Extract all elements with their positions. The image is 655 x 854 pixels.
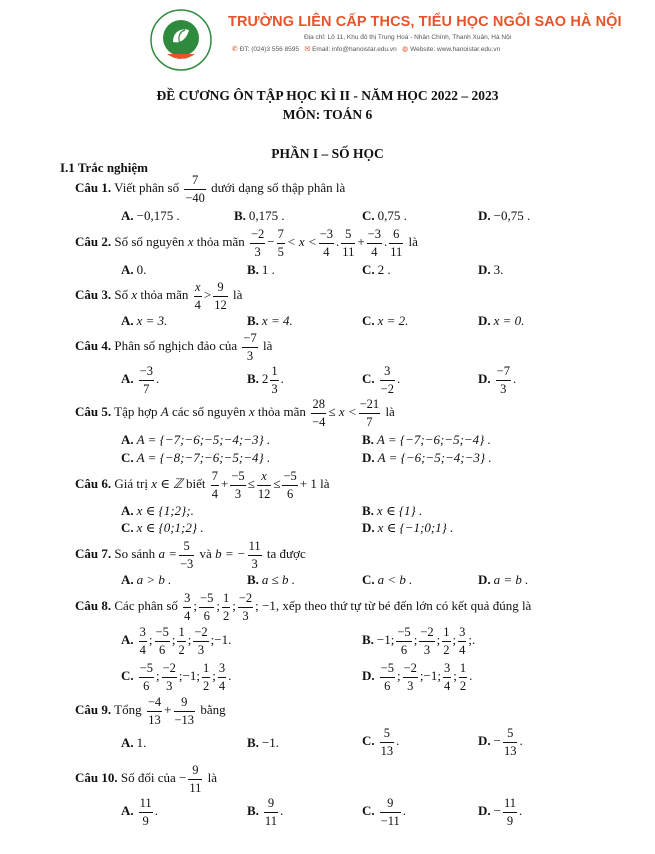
q2-option-b: B. 1 . — [247, 262, 275, 277]
q7-option-b: B. a ≤ b . — [247, 572, 296, 587]
q8-option-b: B. −1; $\frac{-5}{6}$ ; $\frac{-2}{3}$ ; $\frac{1}{2}$ ; $\frac{3}{4}$ ;. — [362, 625, 476, 657]
question-3: Câu 3. Số x thỏa mãn $\frac{x}{4}$ > $\frac{9}{12}$ là — [75, 280, 243, 312]
question-8: Câu 8. Các phân số $\frac{3}{4}$ ; $\frac{-5}{6}$ ; $\frac{1}{2}$ ; $\frac{-2}{3}$ ; −1, xếp theo thứ tự từ bé đến lớn có kết quả đúng là — [75, 591, 532, 623]
school-phone: ĐT: (024)3 556 8595 — [239, 46, 299, 53]
q3-option-d: D. x = 0. — [478, 313, 525, 328]
q7-option-c: C. a < b . — [362, 572, 413, 587]
q10-option-c: C. $\frac{9}{-11}$ . — [362, 796, 406, 828]
q9-option-d: D. − $\frac{5}{13}$ . — [478, 726, 523, 758]
q5-option-b: B. A = {−7;−6;−5;−4} . — [362, 432, 491, 447]
q8-option-a: A. $\frac{3}{4}$ ; $\frac{-5}{6}$ ; $\frac{1}{2}$ ; $\frac{-2}{3}$ ;−1. — [121, 625, 232, 657]
school-contact — [232, 45, 500, 53]
school-logo — [143, 8, 219, 72]
question-7: Câu 7. So sánh a = $\frac{5}{-3}$ và b = − $\frac{11}{3}$ ta được — [75, 539, 306, 571]
svg-text:★★★: ★★★ — [174, 57, 191, 64]
q6-option-c: C. x ∈ {0;1;2} . — [121, 520, 204, 535]
q6-option-b: B. x ∈ {1} . — [362, 503, 423, 518]
q6-option-d: D. x ∈ {−1;0;1} . — [362, 520, 454, 535]
doc-title: ĐỀ CƯƠNG ÔN TẬP HỌC KÌ II - NĂM HỌC 2022 – 2023 — [156, 88, 499, 103]
q10-option-d: D. − $\frac{11}{9}$ . — [478, 796, 523, 828]
question-2: Câu 2. Số số nguyên x thỏa mãn $\frac{-2}{3}$ − $\frac{7}{5}$ < x < $\frac{-3}{4}$ . $\frac{5}{11}$ + $\frac{-3}{4}$ . $\frac{6}{11}$ là — [75, 227, 418, 259]
q1-option-a: A. −0,175 . — [121, 208, 180, 223]
q3-option-b: B. x = 4. — [247, 313, 293, 328]
q7-option-a: A. a > b . — [121, 572, 172, 587]
q5-option-d: D. A = {−6;−5;−4;−3} . — [362, 450, 492, 465]
q8-option-c: C. $\frac{-5}{6}$ ; $\frac{-2}{3}$ ;−1; $\frac{1}{2}$ ; $\frac{3}{4}$ . — [121, 661, 232, 693]
q2-option-a: A. 0. — [121, 262, 147, 277]
part-title: PHẦN I – SỐ HỌC — [271, 146, 384, 161]
school-address: Địa chỉ: Lô 11, Khu đô thị Trung Hoà - Nhân Chính, Thanh Xuân, Hà Nội — [304, 34, 512, 41]
question-10: Câu 10. Số đối của − $\frac{9}{11}$ là — [75, 763, 218, 795]
question-5: Câu 5. Tập hợp A các số nguyên x thỏa mãn $\frac{28}{-4}$ ≤ x < $\frac{-21}{7}$ là — [75, 397, 395, 429]
question-4: Câu 4. Phân số nghịch đảo của $\frac{-7}{3}$ là — [75, 331, 273, 363]
question-9: Câu 9. Tổng $\frac{-4}{13}$ + $\frac{9}{-13}$ bằng — [75, 695, 226, 727]
q9-option-a: A. 1. — [121, 735, 147, 750]
email-icon: ✉ — [304, 46, 311, 53]
q1-option-b: B. 0,175 . — [234, 208, 285, 223]
school-website: Website: www.hanoistar.edu.vn — [410, 46, 501, 53]
q5-option-a: A. A = {−7;−6;−5;−4;−3} . — [121, 432, 271, 447]
q2-option-c: C. 2 . — [362, 262, 391, 277]
question-1: Câu 1. Viết phân số $\frac{7}{-40}$ dưới dạng số thập phân là — [75, 173, 346, 205]
section-title: I.1 Trắc nghiệm — [60, 160, 148, 175]
school-name: TRƯỜNG LIÊN CẤP THCS, TIỂU HỌC NGÔI SAO HÀ NỘI — [228, 14, 622, 30]
q3-option-c: C. x = 2. — [362, 313, 409, 328]
q9-option-b: B. −1. — [247, 735, 280, 750]
q6-option-a: A. x ∈ {1;2};. — [121, 503, 194, 518]
q5-option-c: C. A = {−8;−7;−6;−5;−4} . — [121, 450, 271, 465]
q4-option-c: C. $\frac{3}{-2}$ . — [362, 364, 401, 396]
q4-option-a: A. $\frac{-3}{7}$ . — [121, 364, 160, 396]
q10-option-b: B. $\frac{9}{11}$ . — [247, 796, 284, 828]
school-header — [0, 0, 655, 70]
q4-option-d: D. $\frac{-7}{3}$ . — [478, 364, 517, 396]
q8-option-d: D. $\frac{-5}{6}$ ; $\frac{-2}{3}$ ;−1; $\frac{3}{4}$ ; $\frac{1}{2}$ . — [362, 661, 473, 693]
q3-option-a: A. x = 3. — [121, 313, 168, 328]
doc-subject: MÔN: TOÁN 6 — [282, 107, 373, 122]
q10-option-a: A. $\frac{11}{9}$ . — [121, 796, 158, 828]
globe-icon: ◍ — [402, 46, 409, 53]
q2-option-d: D. 3. — [478, 262, 504, 277]
q1-option-c: C. 0,75 . — [362, 208, 407, 223]
q9-option-c: C. $\frac{5}{13}$ . — [362, 726, 400, 758]
q7-option-d: D. a = b . — [478, 572, 529, 587]
q4-option-b: B. 2 $\frac{1}{3}$ . — [247, 364, 284, 396]
question-6: Câu 6. Giá trị x ∈ ℤ biết $\frac{7}{4}$ + $\frac{-5}{3}$ ≤ $\frac{x}{12}$ ≤ $\frac{-5}{6}$ + 1 là — [75, 469, 330, 501]
school-email: Email: info@hanoistar.edu.vn — [312, 46, 397, 53]
phone-icon: ✆ — [232, 46, 238, 53]
q1-option-d: D. −0,75 . — [478, 208, 531, 223]
